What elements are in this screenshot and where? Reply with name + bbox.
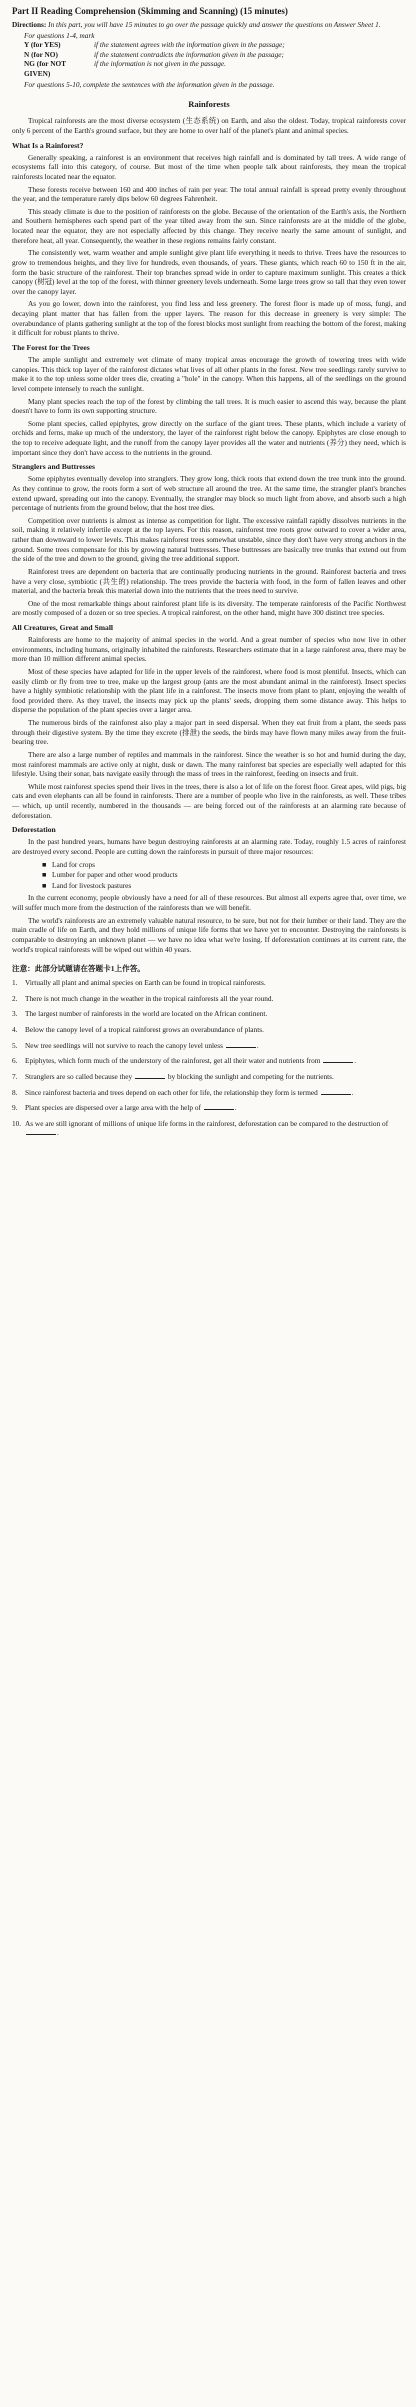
paragraph: One of the most remarkable things about rainforest plant life is its diversity. The temperate rainforests of the Pacific Northwest are mostly composed of a dozen or so tree species. A tropical rainforest, on the other hand, might have 300 distinct tree species. [12,598,406,618]
answer-key-code: NG (for NOT GIVEN) [24,59,66,78]
question-text [25,978,406,988]
part-title: Part II Reading Comprehension (Skimming and Scanning) (15 minutes) [12,6,288,16]
question-text [25,1072,406,1082]
question-item [12,978,406,988]
question-number: 6. [12,1056,18,1066]
question-number: 9. [12,1103,18,1113]
question-number: 5. [12,1040,18,1050]
list-item [42,881,406,891]
answer-blank[interactable] [204,1103,234,1110]
question-text-part: Virtually all plant and animal species on Earth can be found in tropical rainforests. [25,978,266,988]
answer-key-code: N (for NO) [24,49,58,59]
question-text [25,994,406,1004]
question-text-part: by blocking the sunlight and competing for the nutrients. [167,1071,334,1081]
paragraph: Rainforest trees are dependent on bacteria that are continually producing nutrients in the ground. Rainforest bacteria and trees have a very close, symbiotic (共生的) relationship. The trees provide the bacteria with food, in the form of fallen leaves and other material, and the bacteria break this material down into the nutrients that the trees need to survive. [12,566,406,596]
question-item [12,1041,406,1051]
question-text-part: . [354,1056,357,1066]
paragraph: Rainforests are home to the majority of animal species in the world. And a great number of species who now live in other environments, including humans, originally inhabited the rainforests. Researchers estimate that in a large rainforest area, there may be more than 10 million different animal species. [12,635,406,664]
answer-key-desc: if the statement contradicts the information given in the passage; [94,49,284,59]
answer-key-row [24,50,406,60]
question-number: 3. [12,1009,18,1019]
paragraph: Most of these species have adapted for life in the upper levels of the rainforest, where food is most plentiful. Insects, which can easily climb or fly from tree to tree, make up the largest group (ants are the most abundant animal in the rainforest). Insect species have a highly symbiotic relationship with the plant life in a rainforest. The insects move from plant to plant, enjoying the wealth of food provided there. As they travel, the insects may pick up the plants' seeds, dropping them some distance away. This helps to disperse the population of the plant species over a larger area. [12,666,406,715]
question-number: 10. [12,1118,22,1128]
question-text-part: There is not much change in the weather in the tropical rainforests all the year round. [25,993,274,1003]
question-text [25,1103,406,1113]
question-text-part: New tree seedlings will not survive to reach the canopy level unless [25,1040,223,1050]
answer-blank[interactable] [321,1088,351,1095]
bullet-icon: ■ [42,859,47,869]
exam-page [0,0,416,1150]
question-text-part: Epiphytes, which form much of the understory of the rainforest, get all their water and nutrients from [25,1056,321,1066]
resource-list [42,860,406,891]
paragraph: Many plant species reach the top of the forest by climbing the tall trees. It is much easier to ascend this way, because the plant doesn't have to form its own supporting structure. [12,396,406,416]
paragraph: Some epiphytes eventually develop into stranglers. They grow long, thick roots that extend down the tree trunk into the ground. As they continue to grow, the roots form a sort of web structure all around the tree. At the same time, the strangler plant's branches extend upward, spreading out into the canopy. Eventually, the strangler may block so much light from above, and absorb such a high percentage of nutrients from the ground below, that the host tree dies. [12,474,406,513]
question-item [12,1103,406,1113]
answer-blank[interactable] [135,1072,165,1079]
question-text-part: The largest number of rainforests in the world are located on the African continent. [25,1009,268,1019]
question-item [12,1009,406,1019]
section-heading: Deforestation [12,825,56,835]
paragraph: As you go lower, down into the rainforest, you find less and less greenery. The forest floor is made up of moss, fungi, and decaying plant matter that has fallen from the upper layers. The reason for this decrease in greenery is very simple: The overabundance of plants gathering sunlight at the top of the forest blocks most sunlight from reaching the bottom of the forest, making it difficult for robust plants to thrive. [12,299,406,338]
paragraph: There are also a large number of reptiles and mammals in the rainforest. Since the weather is so hot and humid during the day, most rainforest mammals are active only at night, dusk or dawn. The many rainforest bat species are especially well adapted for this lifestyle. Using their sonar, bats navigate easily through the mass of trees in the rainforest, feeding on insects and fruit. [12,749,406,779]
answer-sheet-note: 注意：此部分试题请在答题卡1上作答。 [12,964,145,974]
paragraph: In the current economy, people obviously have a need for all of these resources. But almost all experts agree that, over time, we will suffer much more from the destruction of the rainforests than we will benefit. [12,893,406,913]
question-text [25,1056,406,1066]
question-text-part: Below the canopy level of a tropical rainforest grows an overabundance of plants. [25,1025,264,1035]
list-item [42,860,406,870]
question-range-1: For questions 1-4, mark [24,30,95,40]
question-item [12,1025,406,1035]
answer-blank[interactable] [323,1056,353,1063]
answer-key-desc: if the information is not given in the passage. [94,59,226,69]
paragraph: While most rainforest species spend their lives in the trees, there is also a lot of life on the forest floor. Great apes, wild pigs, big cats and even elephants can all be found in rainforests. There are a number of people who live in the rainforests, as well. These tribes — which, up until recently, numbered in the thousands — are being forced out of the rainforests at an alarming rate because of deforestation. [12,781,406,820]
question-number: 2. [12,993,18,1003]
paragraph: These forests receive between 160 and 400 inches of rain per year. The total annual rainfall is spread pretty evenly throughout the year, and the temperature rarely dips below 60 degrees Fahrenheit. [12,184,406,204]
list-item-text: Lumber for paper and other wood products [52,870,178,880]
question-text [25,1088,406,1098]
paragraph: This steady climate is due to the position of rainforests on the globe. Because of the orientation of the Earth's axis, the Northern and Southern hemispheres each spend part of the year tilted away from the sun. Since rainforests are at the middle of the globe, located near the equator, they are not especially affected by this change. They receive nearly the same amount of sunlight, and therefore heat, all year. Consequently, the weather in these regions remains fairly constant. [12,206,406,245]
answer-blank[interactable] [226,1041,256,1048]
paragraph: The consistently wet, warm weather and ample sunlight give plant life everything it needs to thrive. Trees have the resources to grow to tremendous heights, and they live for hundreds, even thousands, of years. These giants, which reach 60 to 150 ft in the air, form the basic structure of the rainforest. Their top branches spread wide in order to capture maximum sunlight. This creates a thick canopy (树冠) level at the top of the forest, with thinner greenery levels underneath. Some large trees grow so tall that they even tower over the canopy layer. [12,248,406,296]
answer-key-row [24,59,406,78]
question-text [25,1119,406,1138]
section-heading: What Is a Rainforest? [12,140,84,150]
paragraph: In the past hundred years, humans have begun destroying rainforests at an alarming rate. Today, roughly 1.5 acres of rainforest are destroyed every second. People are cutting down the rainforests in pursuit of three major resources: [12,837,406,856]
section-heading: Stranglers and Buttresses [12,462,95,472]
question-number: 7. [12,1071,18,1081]
question-number: 8. [12,1087,18,1097]
question-text-part: . [57,1128,59,1138]
question-text [25,1025,406,1035]
passage-title: Rainforests [188,99,230,110]
question-text [25,1041,406,1051]
paragraph: The ample sunlight and extremely wet climate of many tropical areas encourage the growth of towering trees with wide canopies. This thick top layer of the rainforest dictates what lives of all other plants in the forest. New tree seedlings rarely survive to make it to the top unless some older trees die, creating a "hole" in the canopy. When this happens, all of the seedlings on the ground level compete intensely to reach the sunlight. [12,355,406,393]
question-text-part: . [234,1103,237,1113]
section-heading: All Creatures, Great and Small [12,623,114,633]
answer-blank[interactable] [26,1128,56,1135]
question-item [12,1056,406,1066]
question-text-part: Stranglers are so called because they [25,1071,133,1081]
list-item-text: Land for livestock pastures [52,880,132,890]
section-heading: The Forest for the Trees [12,342,90,352]
question-text-part: . [256,1040,259,1050]
question-item [12,1072,406,1082]
question-item [12,994,406,1004]
question-number: 4. [12,1025,18,1035]
question-text-part: As we are still ignorant of millions of unique life forms in the rainforest, deforestation can be compared to the destruction of [25,1118,389,1128]
paragraph: Competition over nutrients is almost as intense as competition for light. The excessive rainfall rapidly dissolves nutrients in the soil, making it relatively infertile except at the top layers. For this reason, rainforest tree roots grow outward to cover a wider area, rather than downward to lower levels. This makes rainforest trees somewhat unstable, since they don't have very strong anchors in the ground. Some trees compensate for this by growing natural buttresses. These buttresses are basically tree trunks that extend out from the side of the tree and down to the ground, giving the tree additional support. [12,515,406,564]
question-text [25,1009,406,1019]
question-item [12,1088,406,1098]
question-number: 1. [12,978,18,988]
directions [12,20,406,30]
question-text-part: . [351,1087,354,1097]
paragraph: The numerous birds of the rainforest also play a major part in seed dispersal. When they eat fruit from a plant, the seeds pass through their digestive system. By the time they excrete (排泄) the seeds, the birds may have flown many miles away from the fruit-bearing tree. [12,718,406,747]
list-item [42,870,406,880]
question-item [12,1119,406,1138]
bullet-icon: ■ [42,870,47,880]
directions-label: Directions: [12,19,47,29]
paragraph: The world's rainforests are an extremely valuable natural resource, to be sure, but not for their lumber or their land. They are the main cradle of life on Earth, and they hold millions of unique life forms that we have yet to encounter. Destroying the rainforests is comparable to destroying an unknown planet — we have no idea what we're losing. If deforestation continues at its current rate, the world's tropical rainforests will be wiped out within 40 years. [12,915,406,954]
list-item-text: Land for crops [52,859,95,869]
question-text-part: Plant species are dispersed over a large area with the help of [25,1103,201,1113]
directions-text: In this part, you will have 15 minutes to go over the passage quickly and answer the questions on Answer Sheet 1. [48,19,381,29]
paragraph: Some plant species, called epiphytes, grow directly on the surface of the giant trees. These plants, which include a variety of orchids and ferns, make up much of the understory, the layer of the rainforest right below the canopy. Epiphytes are close enough to the top to receive adequate light, and the runoff from the canopy layer provides all the water and nutrients (养分) they need, which is important since they don't have access to the nutrients in the ground. [12,418,406,457]
bullet-icon: ■ [42,880,47,890]
question-range-2: For questions 5-10, complete the sentences with the information given in the passage. [24,79,275,89]
question-text-part: Since rainforest bacteria and trees depend on each other for life, the relationship they form is termed [25,1087,318,1097]
answer-key-row [24,40,406,50]
intro-paragraph: Tropical rainforests are the most diverse ecosystem (生态系统) on Earth, and also the oldest. Today, tropical rainforests cover only 6 percent of the Earth's ground surface, but they are home to over half of the planet's plant and animal species. [12,116,406,136]
answer-key-code: Y (for YES) [24,40,61,50]
paragraph: Generally speaking, a rainforest is an environment that receives high rainfall and is dominated by tall trees. A wide range of ecosystems fall into this category, of course. But most of the time when people talk about rainforests, they mean the tropical rainforests located near the equator. [12,152,406,181]
answer-key-desc: if the statement agrees with the information given in the passage; [94,40,285,50]
